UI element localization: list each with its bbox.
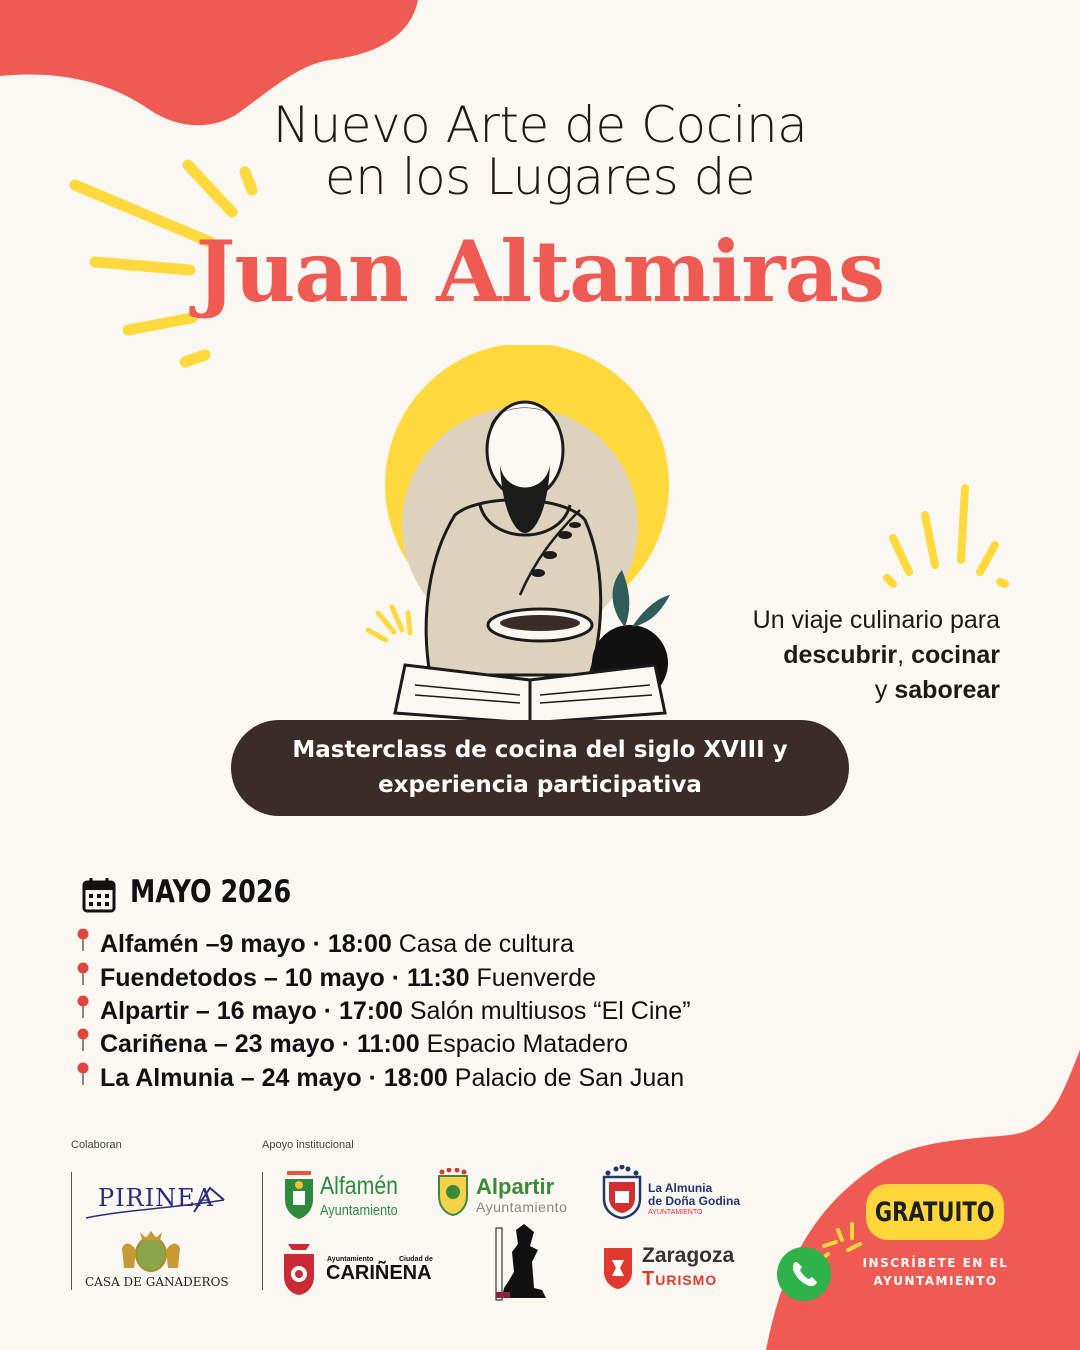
tagline-word-descubrir: descubrir [783, 641, 898, 669]
zaragoza-line-1: Zaragoza [642, 1244, 735, 1267]
tagline-line-1: Un viaje culinario para [752, 606, 1000, 634]
event-place-date: Alpartir – 16 mayo · 17:00 [100, 997, 403, 1025]
casa-ganaderos-crest-icon [118, 1228, 184, 1274]
tagline-prefix: y [874, 676, 888, 704]
carinena-shield-icon [282, 1242, 316, 1296]
apoyo-institucional-label: Apoyo institucional [262, 1139, 354, 1151]
banner-line-2: experiencia participativa [378, 772, 702, 798]
event-item [76, 1028, 628, 1059]
tagline-line-3 [753, 673, 1000, 708]
alpartir-shield-icon [437, 1168, 469, 1216]
la-almunia-line-2: de Doña Godina [648, 1194, 741, 1208]
main-title: Juan Altamiras [195, 222, 885, 321]
free-badge-label: GRATUITO [875, 1196, 995, 1228]
pin-icon [76, 928, 100, 959]
sun-rays-right [875, 480, 1015, 590]
la-almunia-sub: AYUNTAMIENTO [648, 1209, 703, 1216]
zaragoza-turismo-icon [602, 1246, 634, 1290]
event-venue: Fuenverde [476, 964, 597, 992]
carinena-top-left: Ayuntamiento [327, 1256, 374, 1263]
alpartir-name: Alpartir [476, 1174, 555, 1199]
fuendetodos-logo-icon [494, 1222, 550, 1306]
sponsor-divider-left [71, 1172, 72, 1290]
event-venue: Espacio Matadero [426, 1030, 629, 1058]
event-item [76, 1062, 684, 1093]
signup-line-2: AYUNTAMIENTO [873, 1274, 998, 1288]
event-item [76, 995, 691, 1026]
carinena-top-right: Ciudad de [399, 1256, 433, 1263]
event-place-date: Cariñena – 23 mayo · 11:00 [100, 1030, 420, 1058]
title-line-2: en los Lugares de [324, 148, 756, 206]
alfamen-sub: Ayuntamiento [320, 1202, 398, 1219]
event-venue: Casa de cultura [398, 930, 574, 958]
event-place-date: Fuendetodos – 10 mayo · 11:30 [100, 964, 470, 992]
sponsor-divider-right [262, 1172, 263, 1290]
tagline-line-2 [753, 638, 1000, 673]
tagline-separator: , [897, 641, 905, 669]
pirinea-logo: PIRINEA [98, 1184, 215, 1212]
event-venue: Salón multiusos “El Cine” [409, 997, 691, 1025]
calendar-icon [82, 877, 116, 913]
pin-icon [76, 1028, 100, 1059]
monk-illustration [360, 345, 700, 725]
colaboran-label: Colaboran [71, 1139, 122, 1151]
tagline-word-cocinar: cocinar [911, 641, 1000, 669]
month-heading: MAYO 2026 [130, 874, 292, 910]
pin-icon [76, 1062, 100, 1093]
banner-line-1: Masterclass de cocina del siglo XVIII y [292, 737, 788, 763]
tagline-word-saborear: saborear [894, 676, 1000, 704]
event-place-date: Alfamén –9 mayo · 18:00 [100, 930, 392, 958]
alpartir-sub: Ayuntamiento [476, 1199, 568, 1215]
event-item [76, 928, 574, 959]
la-almunia-shield-icon [602, 1165, 642, 1219]
event-place-date: La Almunia – 24 mayo · 18:00 [100, 1064, 448, 1092]
event-item [76, 962, 596, 993]
pirinea-mountain-icon [84, 1184, 226, 1224]
tagline [753, 603, 1000, 708]
alfamen-shield-icon [283, 1169, 315, 1221]
pin-icon [76, 962, 100, 993]
zaragoza-line-2: Turismo [642, 1268, 718, 1290]
la-almunia-line-1: La Almunia [648, 1181, 713, 1195]
event-venue: Palacio de San Juan [454, 1064, 685, 1092]
masterclass-banner [231, 720, 849, 816]
pin-icon [76, 995, 100, 1026]
carinena-name: CARIÑENA [326, 1262, 432, 1284]
alfamen-name: Alfamén [320, 1172, 398, 1200]
free-badge [866, 1184, 1004, 1240]
signup-text [858, 1254, 1013, 1290]
title-line-1: Nuevo Arte de Cocina [272, 96, 808, 154]
phone-call-button[interactable] [776, 1246, 832, 1302]
signup-line-1: INSCRÍBETE EN EL [862, 1256, 1009, 1270]
casa-ganaderos-logo: CASA DE GANADEROS [85, 1275, 229, 1289]
